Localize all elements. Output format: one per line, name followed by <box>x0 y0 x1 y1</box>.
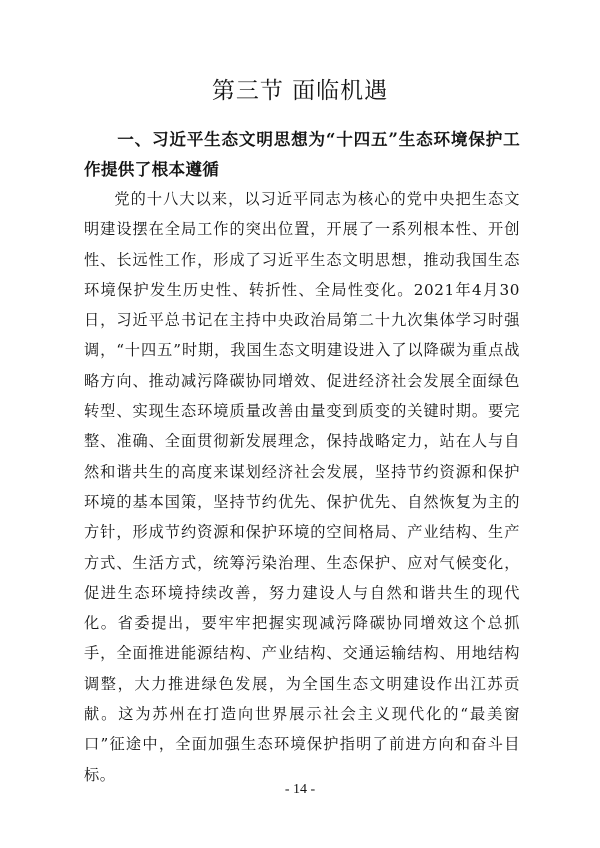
body-paragraph: 党的十八大以来，以习近平同志为核心的党中央把生态文明建设摆在全局工作的突出位置，开展了一系列根本性、开创性、长远性工作，形成了习近平生态文明思想，推动我国生态环境保护发生历史性、转折性、全局性变化。2021年4月30日，习近平总书记在主持中央政治局第二十九次集体学习时强调，“十四五”时期，我国生态文明建设进入了以降碳为重点战略方向、推动减污降碳协同增效、促进经济社会发展全面绿色转型、实现生态环境质量改善由量变到质变的关键时期。要完整、准确、全面贯彻新发展理念，保持战略定力，站在人与自然和谐共生的高度来谋划经济社会发展，坚持节约资源和保护环境的基本国策，坚持节约优先、保护优先、自然恢复为主的方针，形成节约资源和保护环境的空间格局、产业结构、生产方式、生活方式，统筹污染治理、生态保护、应对气候变化，促进生态环境持续改善，努力建设人与自然和谐共生的现代化。省委提出，要牢牢把握实现减污降碳协同增效这个总抓手，全面推进能源结构、产业结构、交通运输结构、用地结构调整，大力推进绿色发展，为全国生态文明建设作出江苏贡献。这为苏州在打造向世界展示社会主义现代化的“最美窗口”征途中，全面加强生态环境保护指明了前进方向和奋斗目标。 <box>84 190 520 784</box>
page-title: 第三节 面临机遇 <box>211 78 389 104</box>
page-number: - 14 - <box>284 782 316 797</box>
section-heading: 一、习近平生态文明思想为“十四五”生态环境保护工作提供了根本遵循 <box>84 129 520 179</box>
